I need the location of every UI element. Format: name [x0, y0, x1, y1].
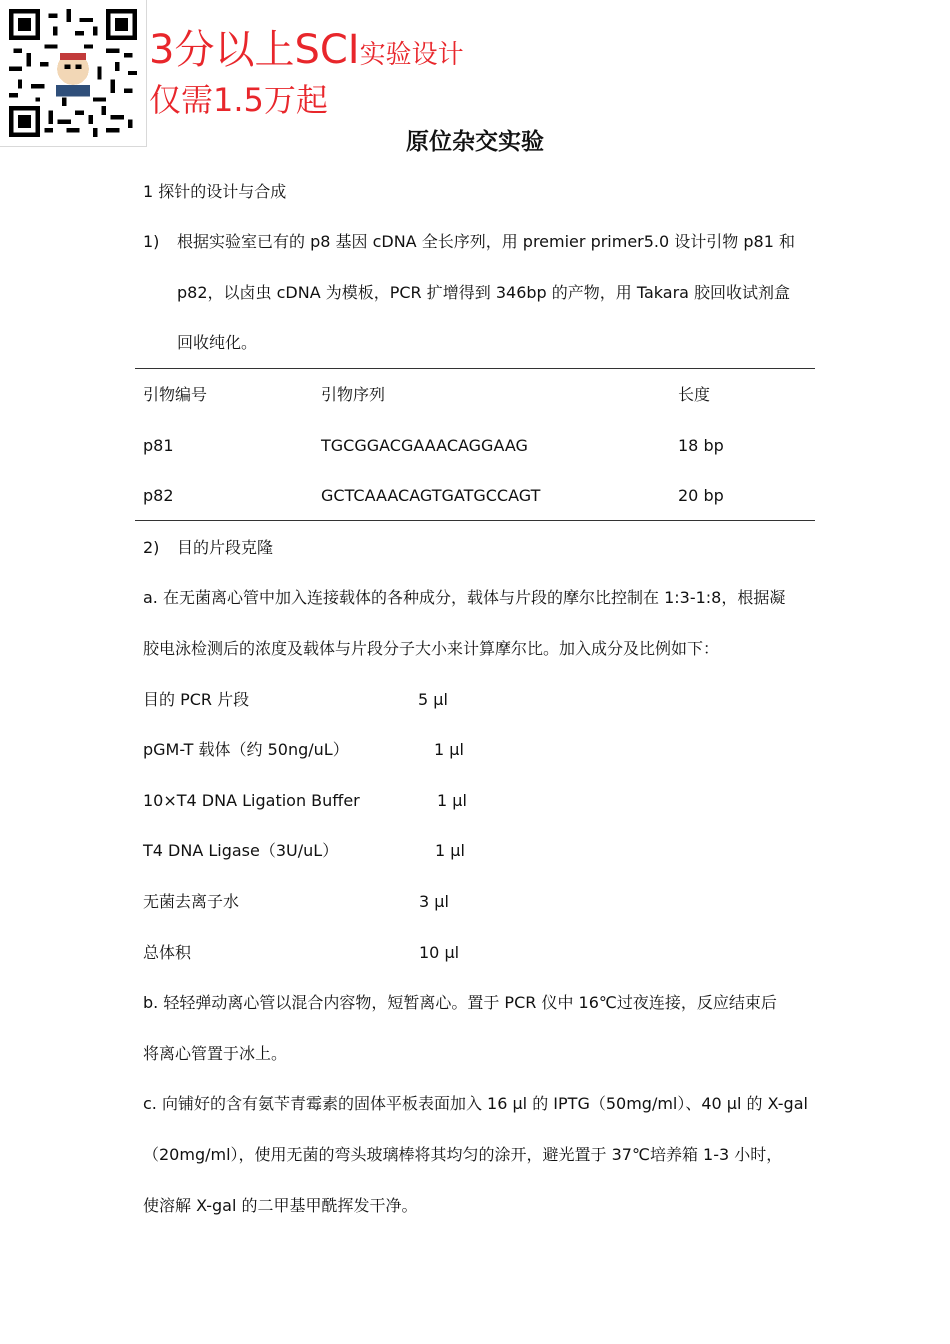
table-cell: 18 bp — [678, 436, 724, 455]
reagent-amount: 10 μl — [419, 943, 460, 962]
reagent-amount: 1 μl — [434, 740, 464, 759]
reagent-amount: 5 μl — [418, 690, 448, 709]
reagent-name: pGM-T 载体（约 50ng/uL） — [143, 740, 349, 759]
paragraph-b-line: b. 轻轻弹动离心管以混合内容物，短暂离心。置于 PCR 仪中 16℃过夜连接，反应结束后 — [143, 993, 777, 1012]
promo-line-1 — [149, 27, 464, 73]
step-1-line: 根据实验室已有的 p8 基因 cDNA 全长序列，用 premier primer5.0 设计引物 p81 和 — [177, 232, 795, 251]
table-cell: p81 — [143, 436, 174, 455]
paragraph-a-line: 胶电泳检测后的浓度及载体与片段分子大小来计算摩尔比。加入成分及比例如下： — [143, 639, 720, 658]
qr-code-panel — [0, 0, 147, 147]
reagent-name: 无菌去离子水 — [143, 892, 240, 911]
promo-line-1-small: 实验设计 — [359, 40, 464, 70]
table-header-cell: 长度 — [678, 385, 711, 404]
step-1-number: 1) — [143, 232, 160, 251]
reagent-name: T4 DNA Ligase（3U/uL） — [143, 841, 339, 860]
page-title: 原位杂交实验 — [406, 129, 544, 155]
table-top-rule — [135, 368, 815, 369]
paragraph-c-line: （20mg/ml），使用无菌的弯头玻璃棒将其均匀的涂开，避光置于 37℃培养箱 1-3 小时， — [143, 1145, 783, 1164]
reagent-name: 10×T4 DNA Ligation Buffer — [143, 791, 360, 810]
step-1-line: 回收纯化。 — [177, 333, 258, 352]
reagent-name: 目的 PCR 片段 — [143, 690, 250, 709]
reagent-amount: 3 μl — [419, 892, 449, 911]
qr-code-icon — [9, 9, 137, 137]
table-cell: GCTCAAACAGTGATGCCAGT — [321, 486, 541, 505]
table-cell: 20 bp — [678, 486, 724, 505]
reagent-amount: 1 μl — [437, 791, 467, 810]
promo-line-1-big: 3分以上SCI — [149, 27, 360, 73]
section-heading: 1 探针的设计与合成 — [143, 182, 287, 201]
table-header-cell: 引物编号 — [143, 385, 208, 404]
table-bottom-rule — [135, 520, 815, 521]
paragraph-b-line: 将离心管置于冰上。 — [143, 1044, 288, 1063]
table-cell: TGCGGACGAAACAGGAAG — [321, 436, 528, 455]
reagent-amount: 1 μl — [435, 841, 465, 860]
table-header-cell: 引物序列 — [321, 385, 386, 404]
paragraph-a-line: a. 在无菌离心管中加入连接载体的各种成分，载体与片段的摩尔比控制在 1:3-1:8，根据凝 — [143, 588, 786, 607]
paragraph-c-line: c. 向铺好的含有氨苄青霉素的固体平板表面加入 16 μl 的 IPTG（50mg/ml）、40 μl 的 X-gal — [143, 1094, 808, 1113]
step-2-number: 2) — [143, 538, 160, 557]
reagent-name: 总体积 — [143, 943, 192, 962]
table-cell: p82 — [143, 486, 174, 505]
promo-line-2: 仅需1.5万起 — [149, 81, 328, 119]
paragraph-c-line: 使溶解 X-gal 的二甲基甲酰挥发干净。 — [143, 1196, 418, 1215]
step-2-label: 目的片段克隆 — [177, 538, 274, 557]
step-1-line: p82，以卤虫 cDNA 为模板，PCR 扩增得到 346bp 的产物，用 Takara 胶回收试剂盒 — [177, 283, 791, 302]
